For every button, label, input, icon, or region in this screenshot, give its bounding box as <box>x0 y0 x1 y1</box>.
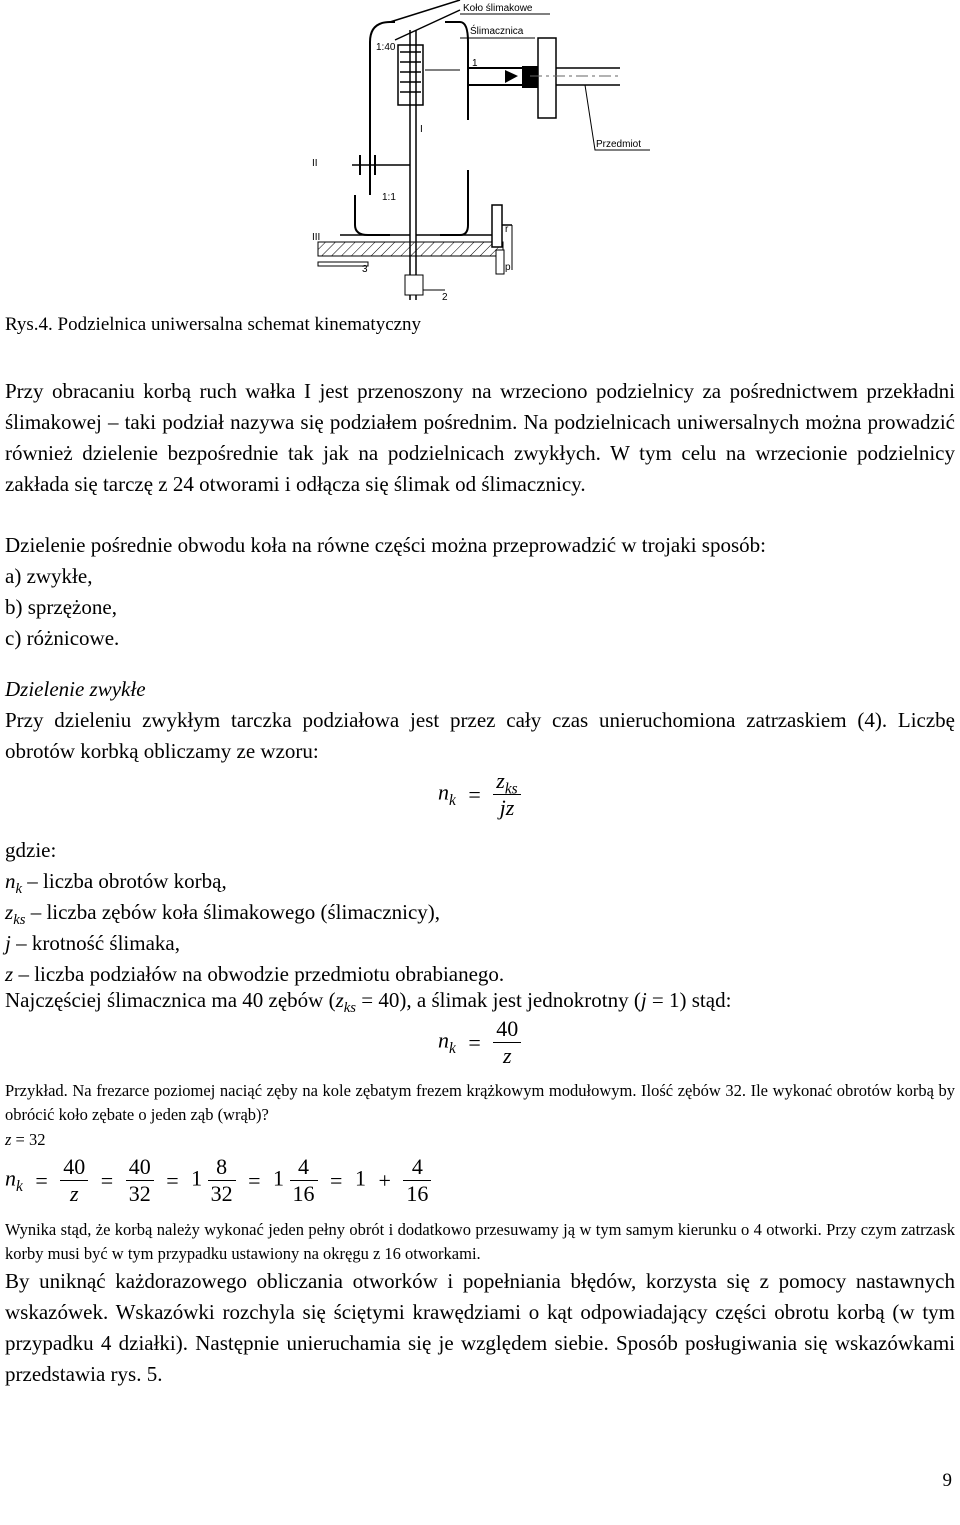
fig-label-slimacznica: Ślimacznica <box>470 26 524 37</box>
fig-label-shaft-I: I <box>420 124 423 135</box>
fig-label-shaft-II: II <box>312 158 318 169</box>
definitions <box>5 835 955 990</box>
formula-var: n <box>438 779 449 805</box>
kinematic-diagram <box>300 0 660 305</box>
fig-label-2: 2 <box>442 292 448 303</box>
figure-caption: Rys.4. Podzielnica uniwersalna schemat kinematyczny <box>5 314 422 335</box>
example-z-value: z = 32 <box>5 1130 46 1149</box>
page-number: 9 <box>942 1470 952 1491</box>
paragraph-intro: Przy obracaniu korbą ruch wałka I jest przenoszony na wrzeciono podzielnicy za pośrednictwem przekładni ślimakowej – taki podział nazywa się podziałem pośrednim. Na podzielnicach uniwersalnych można prowadzić również dzielenie bezpośrednie tak jak na podzielnicach zwykłych. W tym celu na wrzecionie podzielnicy zakłada się tarczę z 24 otworami i odłącza się ślimak od ślimacznicy. <box>5 379 955 496</box>
method-item: b) sprzężone, <box>5 595 117 619</box>
fig-label-r: r <box>505 224 509 235</box>
formula-eq: = <box>468 781 481 807</box>
kinematic-schematic <box>300 0 660 305</box>
formula-fraction: $\frac{40}{z}$ <box>493 1016 521 1069</box>
fig-label-3: 3 <box>362 264 368 275</box>
example-text: Przykład. Na frezarce poziomej naciąć zęby na kole zębatym frezem krążkowym modułowym. Ilość zębów 32. Ile wykonać obrotów korbą by obrócić koło zębate o jeden ząb (wrąb)? <box>5 1081 955 1124</box>
paragraph-pointers: By uniknąć każdorazowego obliczania otworków i popełniania błędów, korzysta się z pomocy nastawnych wskazówek. Wskazówki rozchyla się ściętymi krawędziami o kąt odpowiadający części obrotu korbą (w tym przypadku 4 działki). Następnie unieruchamia się je względem siebie. Sposób posługiwania się wskazówkami przedstawia rys. 5. <box>5 1269 955 1386</box>
fig-label-p: p <box>505 262 511 273</box>
paragraph-methods <box>5 530 955 654</box>
example-conclusion: Wynika stąd, że korbą należy wykonać jeden pełny obrót i dodatkowo przesuwamy ją w tym samym kierunku o 4 otworki. Przy czym zatrzask korby musi być w tym przypadku ustawiony na okręgu z 16 otworkami. <box>5 1220 955 1263</box>
formula-nk-40-z: $n_k$ = $\frac{40}{z}$ <box>438 1016 521 1069</box>
method-item: a) zwykłe, <box>5 564 93 588</box>
definition-item: $z_{ks}$ – liczba zębów koła ślimakowego (ślimacznicy), <box>5 900 441 929</box>
paragraph-formula-intro: Przy dzieleniu zwykłym tarczka podziałowa jest przez cały czas unieruchomiona zatrzaskiem (4). Liczbę obrotów korbką obliczamy ze wzoru: <box>5 708 955 763</box>
formula-nk-zks-jz <box>438 768 521 821</box>
heading-text: Dzielenie zwykłe <box>5 677 146 701</box>
formula-example-calculation: $n_k$ = $\frac{40}{z}$ = $\frac{40}{32}$ = 1 $\frac{8}{32}$ = 1 $\frac{4}{16}$ = 1 + $\frac{4}{16}$ <box>5 1154 431 1207</box>
definition-item: $n_k$ – liczba obrotów korbą, <box>5 869 227 898</box>
fig-label-1: 1 <box>472 58 478 69</box>
fig-label-przedmiot: Przedmiot <box>596 139 642 150</box>
section-heading <box>5 674 955 705</box>
formula-sub: k <box>449 791 456 809</box>
fig-label-ratio-1-1: 1:1 <box>382 192 396 203</box>
paragraph-common-case: Najczęściej ślimacznica ma 40 zębów $(z_{ks} = 40)$, a ślimak jest jednokrotny (j = 1) stąd: <box>5 988 732 1017</box>
fig-label-shaft-III: III <box>312 232 321 243</box>
method-item: c) różnicowe. <box>5 626 120 650</box>
fig-label-kolo: Koło ślimakowe <box>463 3 533 14</box>
fig-label-ratio-1-40: 1:40 <box>376 42 396 53</box>
methods-intro: Dzielenie pośrednie obwodu koła na równe części można przeprowadzić w trojaki sposób: <box>5 533 766 557</box>
gdzie-label: gdzie: <box>5 838 57 862</box>
definition-item: j – krotność ślimaka, <box>5 931 180 955</box>
formula-fraction: $\frac{z_{ks}}{jz}$ <box>493 768 520 821</box>
definition-item: z – liczba podziałów na obwodzie przedmiotu obrabianego. <box>5 962 505 986</box>
